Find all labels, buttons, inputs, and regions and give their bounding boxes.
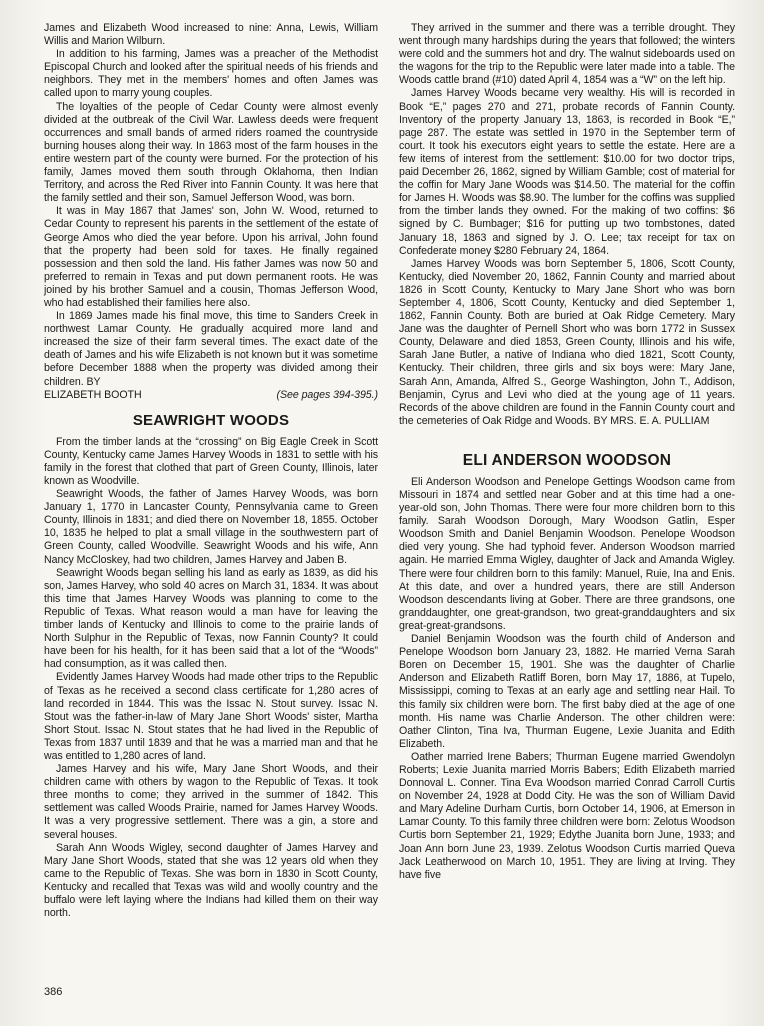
paragraph: Seawright Woods, the father of James Harvey Woods, was born January 1, 1770 in Lancaster County, Pennsylvania came to Green County, Illinois in 1831; and died there on November 18, 1855. October 10, 1835 he helped to plat a small village in the southwestern part of Green County, called Woodville. Seawright Woods and his wife, Ann Nancy McCloskey, had two children, James Harvey and Jaben B. — [44, 488, 378, 566]
see-pages-note: (See pages 394-395.) — [276, 388, 378, 401]
paragraph: In addition to his farming, James was a preacher of the Methodist Episcopal Church and looked after the spiritual needs of his friends and neighbors. They met in the members' homes and often James was called upon to marry young couples. — [44, 48, 378, 100]
paragraph: Eli Anderson Woodson and Penelope Gettings Woodson came from Missouri in 1874 and settled near Gober and at this time had a one-year-old son, John Thomas. There were four more children born to this family. Sarah Woodson Dorough, Mary Woodson Gatlin, Esper Woodson Smith and Daniel Benjamin Woodson. Penelope Woodson died very young. She had typhoid fever. Anderson Woodson married again. He married Emma Wigley, daughter of Jack and Amanda Wigley. There were four children born to this family: Manuel, Ruie, Ina and Enis. At this date, and over a hundred years, there are still Anderson Woodson descendants living at Gober. There are three grandsons, one granddaughter, one great-grandson, two great-granddaughters and six great-great-grandsons. — [399, 475, 735, 632]
paragraph: Oather married Irene Babers; Thurman Eugene married Gwendolyn Roberts; Lexie Juanita married Morris Babers; Edith Elizabeth married Donnoval L. Conner. Tina Eva Woodson married Conrad Carroll Curtis on November 24, 1928 at Dodd City. He was the son of William David and Mary Adeline Durham Curtis, born October 14, 1906, at Emerson in Lamar County. To this family three children were born: Zelotus Woodson Curtis born September 21, 1929; Edythe Juanita born June, 1933; and Joan Ann born June 23, 1939. Zelotus Woodson Curtis married Queva Jack Leatherwood on March 10, 1951. They are living at Irving. They have five — [399, 750, 735, 881]
author-name: ELIZABETH BOOTH — [44, 388, 142, 401]
paragraph: Seawright Woods began selling his land as early as 1839, as did his son, James Harvey, who sold 40 acres on March 31, 1834. It was about this time that James Harvey Woods was planning to come to the Republic of Texas. What reason would a man have for leaving the timber lands of Kentucky and Illinois to come to the prairie lands of North Sulphur in the Republic of Texas, now Fannin County? It could have been for his health, for it has been said that a lot of the “Woods” had consumption, as it was called then. — [44, 566, 378, 671]
left-column — [44, 22, 378, 920]
paragraph: Evidently James Harvey Woods had made other trips to the Republic of Texas as he received a second class certificate for 1,280 acres of land recorded in 1844. This was the Issac N. Stout survey. Issac N. Stout was the father-in-law of Mary Jane Short Woods' sister, Martha Short Stout. Issac N. Stout states that he had lived in the Republic of Texas from 1837 until 1839 and that he was a married man and that he was entitled to 1,280 acres of land. — [44, 671, 378, 762]
paragraph: From the timber lands at the “crossing” on Big Eagle Creek in Scott County, Kentucky came James Harvey Woods in 1831 to settle with his family in the forest that clothed that part of Green County, Illinois, later known as Woodville. — [44, 435, 378, 487]
right-column — [399, 22, 735, 882]
paragraph: James Harvey Woods was born September 5, 1806, Scott County, Kentucky, died November 20, 1862, Fannin County and married about 1826 in Scott County, Kentucky to Mary Jane Short who was born September 4, 1806, Scott County, Kentucky and died September 1, 1862, Fannin County. Both are buried at Oak Ridge Cemetery. Mary Jane was the daughter of Pernell Short who was born 1772 in Sussex County, Delaware and died 1853, Green County, Illinois and his wife, Sarah Jane Butler, a native of Indiana who died 1821, Scott County, Kentucky. Their children, three girls and six boys were: Mary Jane, Sarah Ann, Amanda, Alfred S., George Washington, John T., Addison, Benjamin, Cyrus and Levi who died at the young age of 11 years. Records of the above children are found in the Fannin County court and the cemeteries of Oak Ridge and Woods. BY MRS. E. A. PULLIAM — [399, 257, 735, 427]
section-title: ELI ANDERSON WOODSON — [462, 451, 672, 469]
paragraph: It was in May 1867 that James' son, John W. Wood, returned to Cedar County to represent his parents in the settlement of the estate of George Amos who died the year before. Upon his arrival, John found that the property had been sold for taxes. He finally regained possession and then sold the land. His father James was now 50 and preferred to remain in Texas and put down permanent roots. He was joined by his brother Samuel and a cousin, Thomas Jefferson Wood, who had established their families here also. — [44, 205, 378, 309]
paragraph: Sarah Ann Woods Wigley, second daughter of James Harvey and Mary Jane Short Woods, stated that she was 12 years old when they came to the Republic of Texas. She was born in 1830 in Scott County, Kentucky and recalled that Texas was wild and woolly country and the buffalo were left laying where the Indians had killed them on their way north. — [44, 841, 378, 920]
paragraph: James and Elizabeth Wood increased to nine: Anna, Lewis, William Willis and Marion Wilburn. — [44, 22, 378, 48]
signature-line — [44, 389, 378, 402]
paragraph: The loyalties of the people of Cedar County were almost evenly divided at the outbreak of the Civil War. Lawless deeds were frequent occurrences and small bands of armed riders roamed the countryside burning houses along their way. In 1863 most of the farm houses in the entire western part of the county were burned. For the protection of his family, James moved them south through Oklahoma, then Indian Territory, and across the Red River into Fannin County. It was here that the family settled and their son, Samuel Jefferson Wood, was born. — [44, 100, 378, 205]
paragraph: James Harvey and his wife, Mary Jane Short Woods, and their children came with others by wagon to the Republic of Texas. It took three months to come; they arrived in the summer of 1842. This settlement was called Woods Prairie, named for James Harvey Woods. It was a very progressive settlement. There was a gin, a store and several houses. — [44, 763, 378, 841]
paragraph: Daniel Benjamin Woodson was the fourth child of Anderson and Penelope Woodson born January 23, 1882. He married Verna Sarah Boren on December 15, 1901. She was the daughter of Charlie Anderson and Elizabeth Ratliff Boren, born May 17, 1886, at Tupelo, Mississippi, coming to Texas at an early age and settling near Hail. To this family six children were born. The first baby died at the age of one month. His name was Charlie Anderson. The other children were: Oather Clinton, Tina Iva, Thurman Eugene, Lexie Juanita and Edith Elizabeth. — [399, 633, 735, 750]
paragraph: They arrived in the summer and there was a terrible drought. They went through many hardships during the years that followed; the winters were cold and the summers hot and dry. The walnut sideboards used on the wagons for the trip to the Republic were later made into a table. The Woods cattle brand (#10) dated April 4, 1854 was a “W” on the left hip. — [399, 22, 735, 87]
section-title: SEAWRIGHT WOODS — [132, 411, 290, 429]
page-number: 386 — [44, 986, 63, 998]
paragraph: In 1869 James made his final move, this time to Sanders Creek in northwest Lamar County. He gradually acquired more land and increased the size of their farm several times. The exact date of the death of James and his wife Elizabeth is not known but it was sometime before December 1888 when the property was divided among their children. BY — [44, 310, 378, 388]
paragraph: James Harvey Woods became very wealthy. His will is recorded in Book “E,” pages 270 and 271, probate records of Fannin County. Inventory of the property January 13, 1863, is recorded in Book “E,” page 287. The estate was settled in 1970 in the September term of court. It took his executors eight years to settle the estate. Here are a few items of interest from the settlement: $10.00 for two doctor trips, paid December 26, 1862, signed by William Gamble; cost of material for the coffin for Mary Jane Woods was $14.50. The material for the coffin for James H. Woods was $8.90. The lumber for the coffins was supplied from the timber lands they owned. For the making of two coffins: $6 signed by C. Bumbager; $16 for putting up two tombstones, dated January 18, 1863 and signed by J. O. Lee; tax receipt for tax on Confederate money $280 February 24, 1864. — [399, 87, 735, 257]
